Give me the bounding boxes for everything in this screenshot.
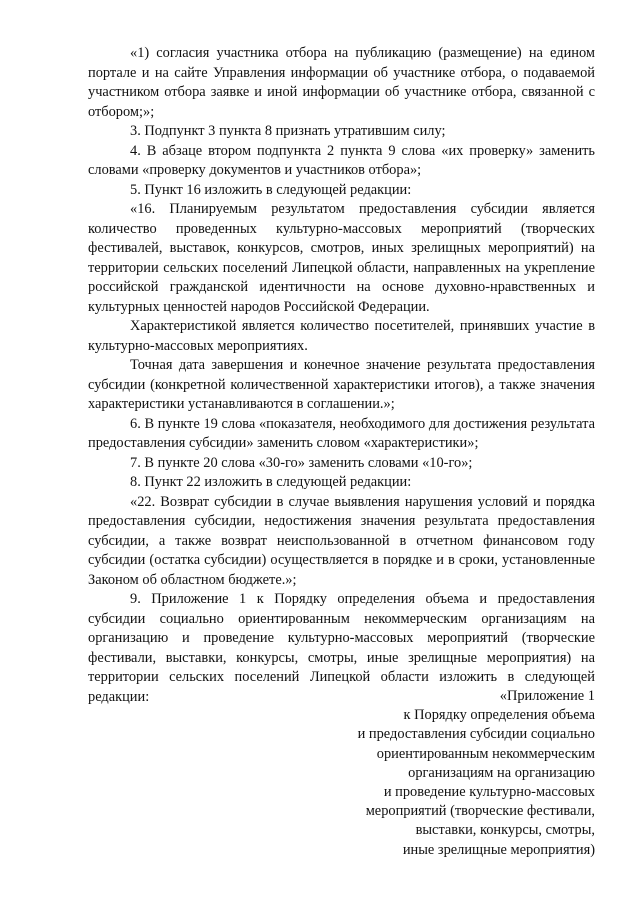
paragraph-item-5: 5. Пункт 16 изложить в следующей редакции:: [130, 181, 412, 198]
appendix-title: «Приложение 1: [499, 688, 595, 704]
appendix-line: ориентированным некоммерческим: [376, 745, 595, 762]
paragraph-item-4: 4. В абзаце втором подпункта 2 пункта 9 слова «их проверку» заменить словами «проверку документов и участников отбора»;: [88, 142, 595, 178]
paragraph-consent-clause: «1) согласия участника отбора на публикацию (размещение) на едином портале и на сайте Управления информации об участнике отбора, о подаваемой участником отбора заявке и иной информации об участнике отбора, связанной с отбором;»;: [88, 45, 595, 120]
appendix-line: и предоставления субсидии социально: [357, 726, 595, 743]
paragraph-clause-16: «16. Планируемым результатом предоставления субсидии является количество проведенных культурно-массовых мероприятий (творческих фестивалей, выставок, конкурсов, смотров, иных зрелищных мероприятий) на территории сельских поселений Липецкой области, направленных на укрепление российской гражданской идентичности на основе духовно-нравственных и культурных ценностей народов Российской Федерации.: [88, 201, 595, 315]
paragraph-item-6: 6. В пункте 19 слова «показателя, необходимого для достижения результата предоставления субсидии» заменить словом «характеристики»;: [88, 415, 595, 451]
paragraph-characteristic: Характеристикой является количество посетителей, принявших участие в культурно-массовых мероприятиях.: [88, 318, 595, 354]
appendix-line: выставки, конкурсы, смотры,: [415, 822, 595, 839]
appendix-line: иные зрелищные мероприятия): [402, 841, 595, 858]
paragraph-completion-date: Точная дата завершения и конечное значение результата предоставления субсидии (конкретной количественной характеристики итогов), а также значения характеристики устанавливаются в соглашении.»;: [88, 357, 595, 412]
appendix-header: [265, 687, 595, 860]
paragraph-clause-22: «22. Возврат субсидии в случае выявления нарушения условий и порядка предоставления субсидии, недостижения значения результата предоставления субсидии, а также возврат неиспользованной в отчетном финансовом году субсидии (остатка субсидии) осуществляется в порядке и в сроки, установленные Законом об областном бюджете.»;: [88, 493, 595, 588]
paragraph-item-8: 8. Пункт 22 изложить в следующей редакции:: [130, 474, 412, 490]
paragraph-item-3: 3. Подпункт 3 пункта 8 признать утратившим силу;: [130, 123, 446, 139]
appendix-line: к Порядку определения объема: [403, 707, 595, 724]
appendix-line: и проведение культурно-массовых: [383, 784, 595, 801]
amendment-text: [88, 44, 595, 707]
paragraph-item-7: 7. В пункте 20 слова «30-го» заменить словами «10-го»;: [130, 454, 473, 471]
appendix-line: мероприятий (творческие фестивали,: [365, 803, 595, 820]
appendix-line: организациям на организацию: [408, 764, 595, 781]
paragraph-item-9: 9. Приложение 1 к Порядку определения объема и предоставления субсидии социально ориентированным некоммерческим организациям на организацию и проведение культурно-массовых мероприятий (творческие фестивали, выставки, конкурсы, смотры, иные зрелищные мероприятия) на территории сельских поселений Липецкой области изложить в следующей редакции:: [88, 591, 595, 705]
